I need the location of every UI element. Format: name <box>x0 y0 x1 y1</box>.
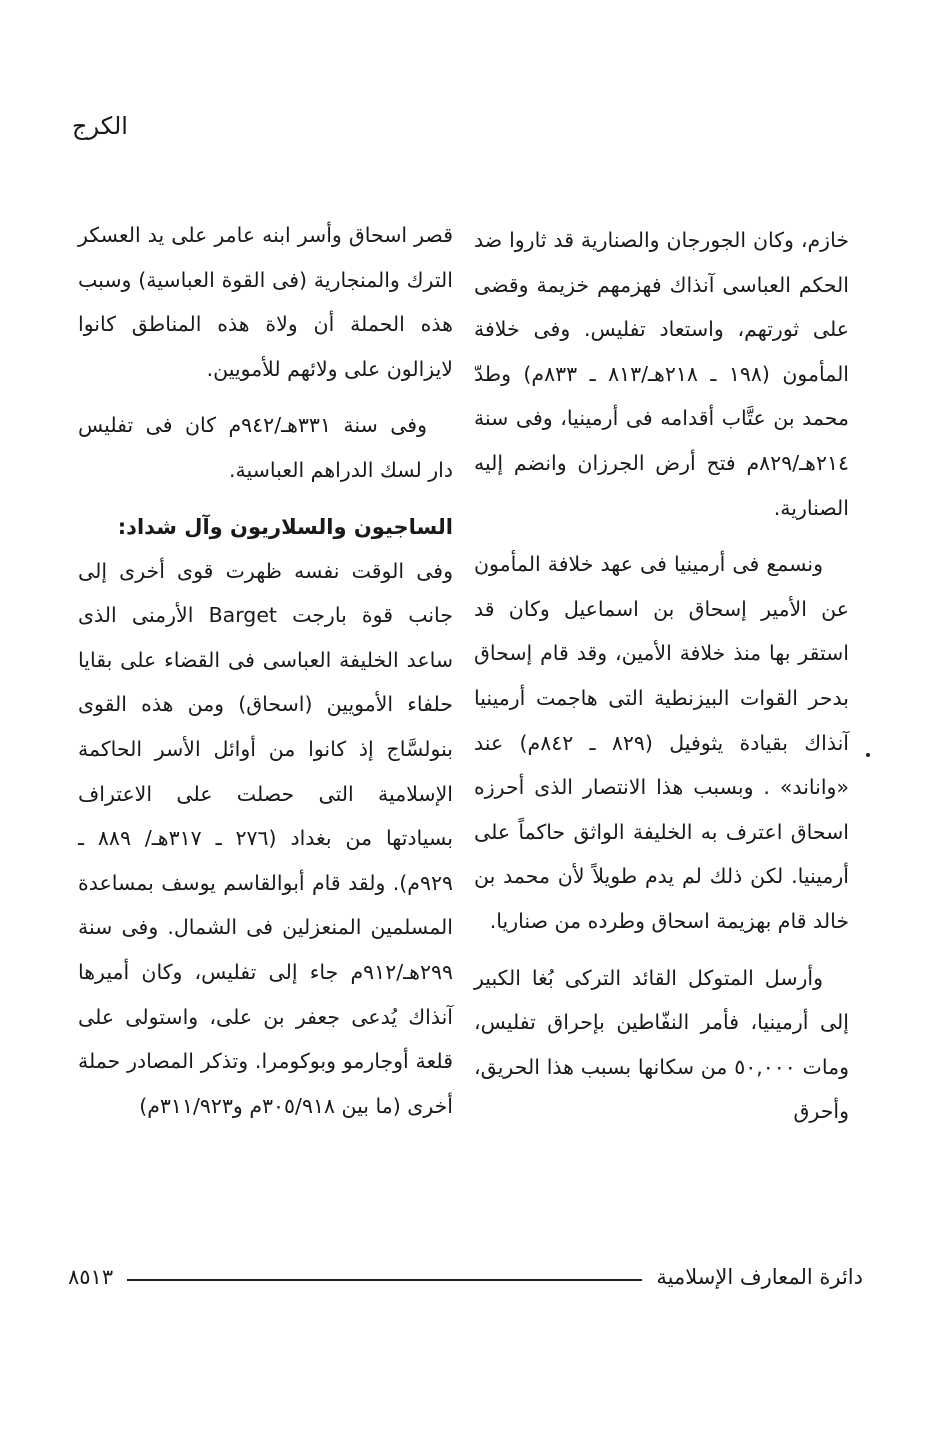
right-paragraph-1: خازم، وكان الجورجان والصنارية قد ثاروا ضد الحكم العباسى آنذاك فهزمهم خزيمة وقضى على ثورتهم، واستعاد تفليس. وفى خلافة المأمون (١٩٨ ـ ٢١٨هـ/٨١٣ ـ ٨٣٣م) وطدّ محمد بن عتَّاب أقدامه فى أرمينيا، وفى سنة ٢١٤هـ/٨٢٩م فتح أرض الجرزان وانضم إليه الصنارية. <box>474 228 850 520</box>
left-paragraph-3-part-2: الأرمنى الذى ساعد الخليفة العباسى فى القضاء على بقايا حلفاء الأمويين (اسحاق) ومن هذه القوى بنولسَّاج إذ كانوا من أوائل الأسر الحاكمة الإسلامية التى حصلت على الاعتراف بسيادتها من بغداد (٢٧٦ ـ ٣١٧هـ/ ٨٨٩ ـ ٩٢٩م). ولقد قام أبوالقاسم يوسف بمساعدة المسلمين المنعزلين فى الشمال. وفى سنة ٢٩٩هـ/٩١٢م جاء إلى تفليس، وكان أميرها آنذاك يُدعى جعفر بن على، واستولى على قلعة أوجارمو وبوكومرا. وتذكر المصادر حملة أخرى (ما بين ٣٠٥/٩١٨م و٣١١/٩٢٣م) <box>78 603 453 1118</box>
left-paragraph-1: قصر اسحاق وأسر ابنه عامر على يد العسكر الترك والمنجارية (فى القوة العباسية) وسبب هذه الحملة أن ولاة هذه المناطق كانوا لايزالون على ولائهم للأمويين. <box>78 223 453 381</box>
left-column <box>78 213 453 1140</box>
right-column <box>474 218 849 1146</box>
page-number: ٨٥١٣ <box>68 1265 114 1289</box>
left-paragraph-3 <box>78 549 453 1129</box>
publication-title: دائرة المعارف الإسلامية <box>656 1265 863 1289</box>
section-heading: الساجيون والسلاريون وآل شداد: <box>117 514 453 539</box>
latin-term: Barget <box>208 603 277 628</box>
footer-rule <box>127 1279 642 1281</box>
right-paragraph-2: ونسمع فى أرمينيا فى عهد خلافة المأمون عن الأمير إسحاق بن اسماعيل وكان قد استقر بها منذ خلافة الأمين، وقد قام إسحاق بدحر القوات البيزنطية التى هاجمت أرمينيا آنذاك بقيادة يثوفيل (٨٢٩ ـ ٨٤٢م) عند «واناند» . وبسبب هذا الانتصار الذى أحرزه اسحاق اعترف به الخليفة الواثق حاكماً على أرمينيا. لكن ذلك لم يدم طويلاً لأن محمد بن خالد قام بهزيمة اسحاق وطرده من صناريا. <box>474 552 849 933</box>
running-head: الكرج <box>72 112 128 140</box>
left-paragraph-2: وفى سنة ٣٣١هـ/٩٤٢م كان فى تفليس دار لسك الدراهم العباسية. <box>78 413 453 482</box>
margin-mark <box>866 753 870 757</box>
left-paragraph-3-part-1: وفى الوقت نفسه ظهرت قوى أخرى إلى جانب قوة بارجت <box>78 558 453 628</box>
page-footer <box>68 1262 863 1292</box>
right-paragraph-3: وأرسل المتوكل القائد التركى بُغا الكبير إلى أرمينيا، فأمر النفّاطين بإحراق تفليس، ومات ٥٠,٠٠٠ من سكانها بسبب هذا الحريق، وأحرق <box>474 965 849 1124</box>
